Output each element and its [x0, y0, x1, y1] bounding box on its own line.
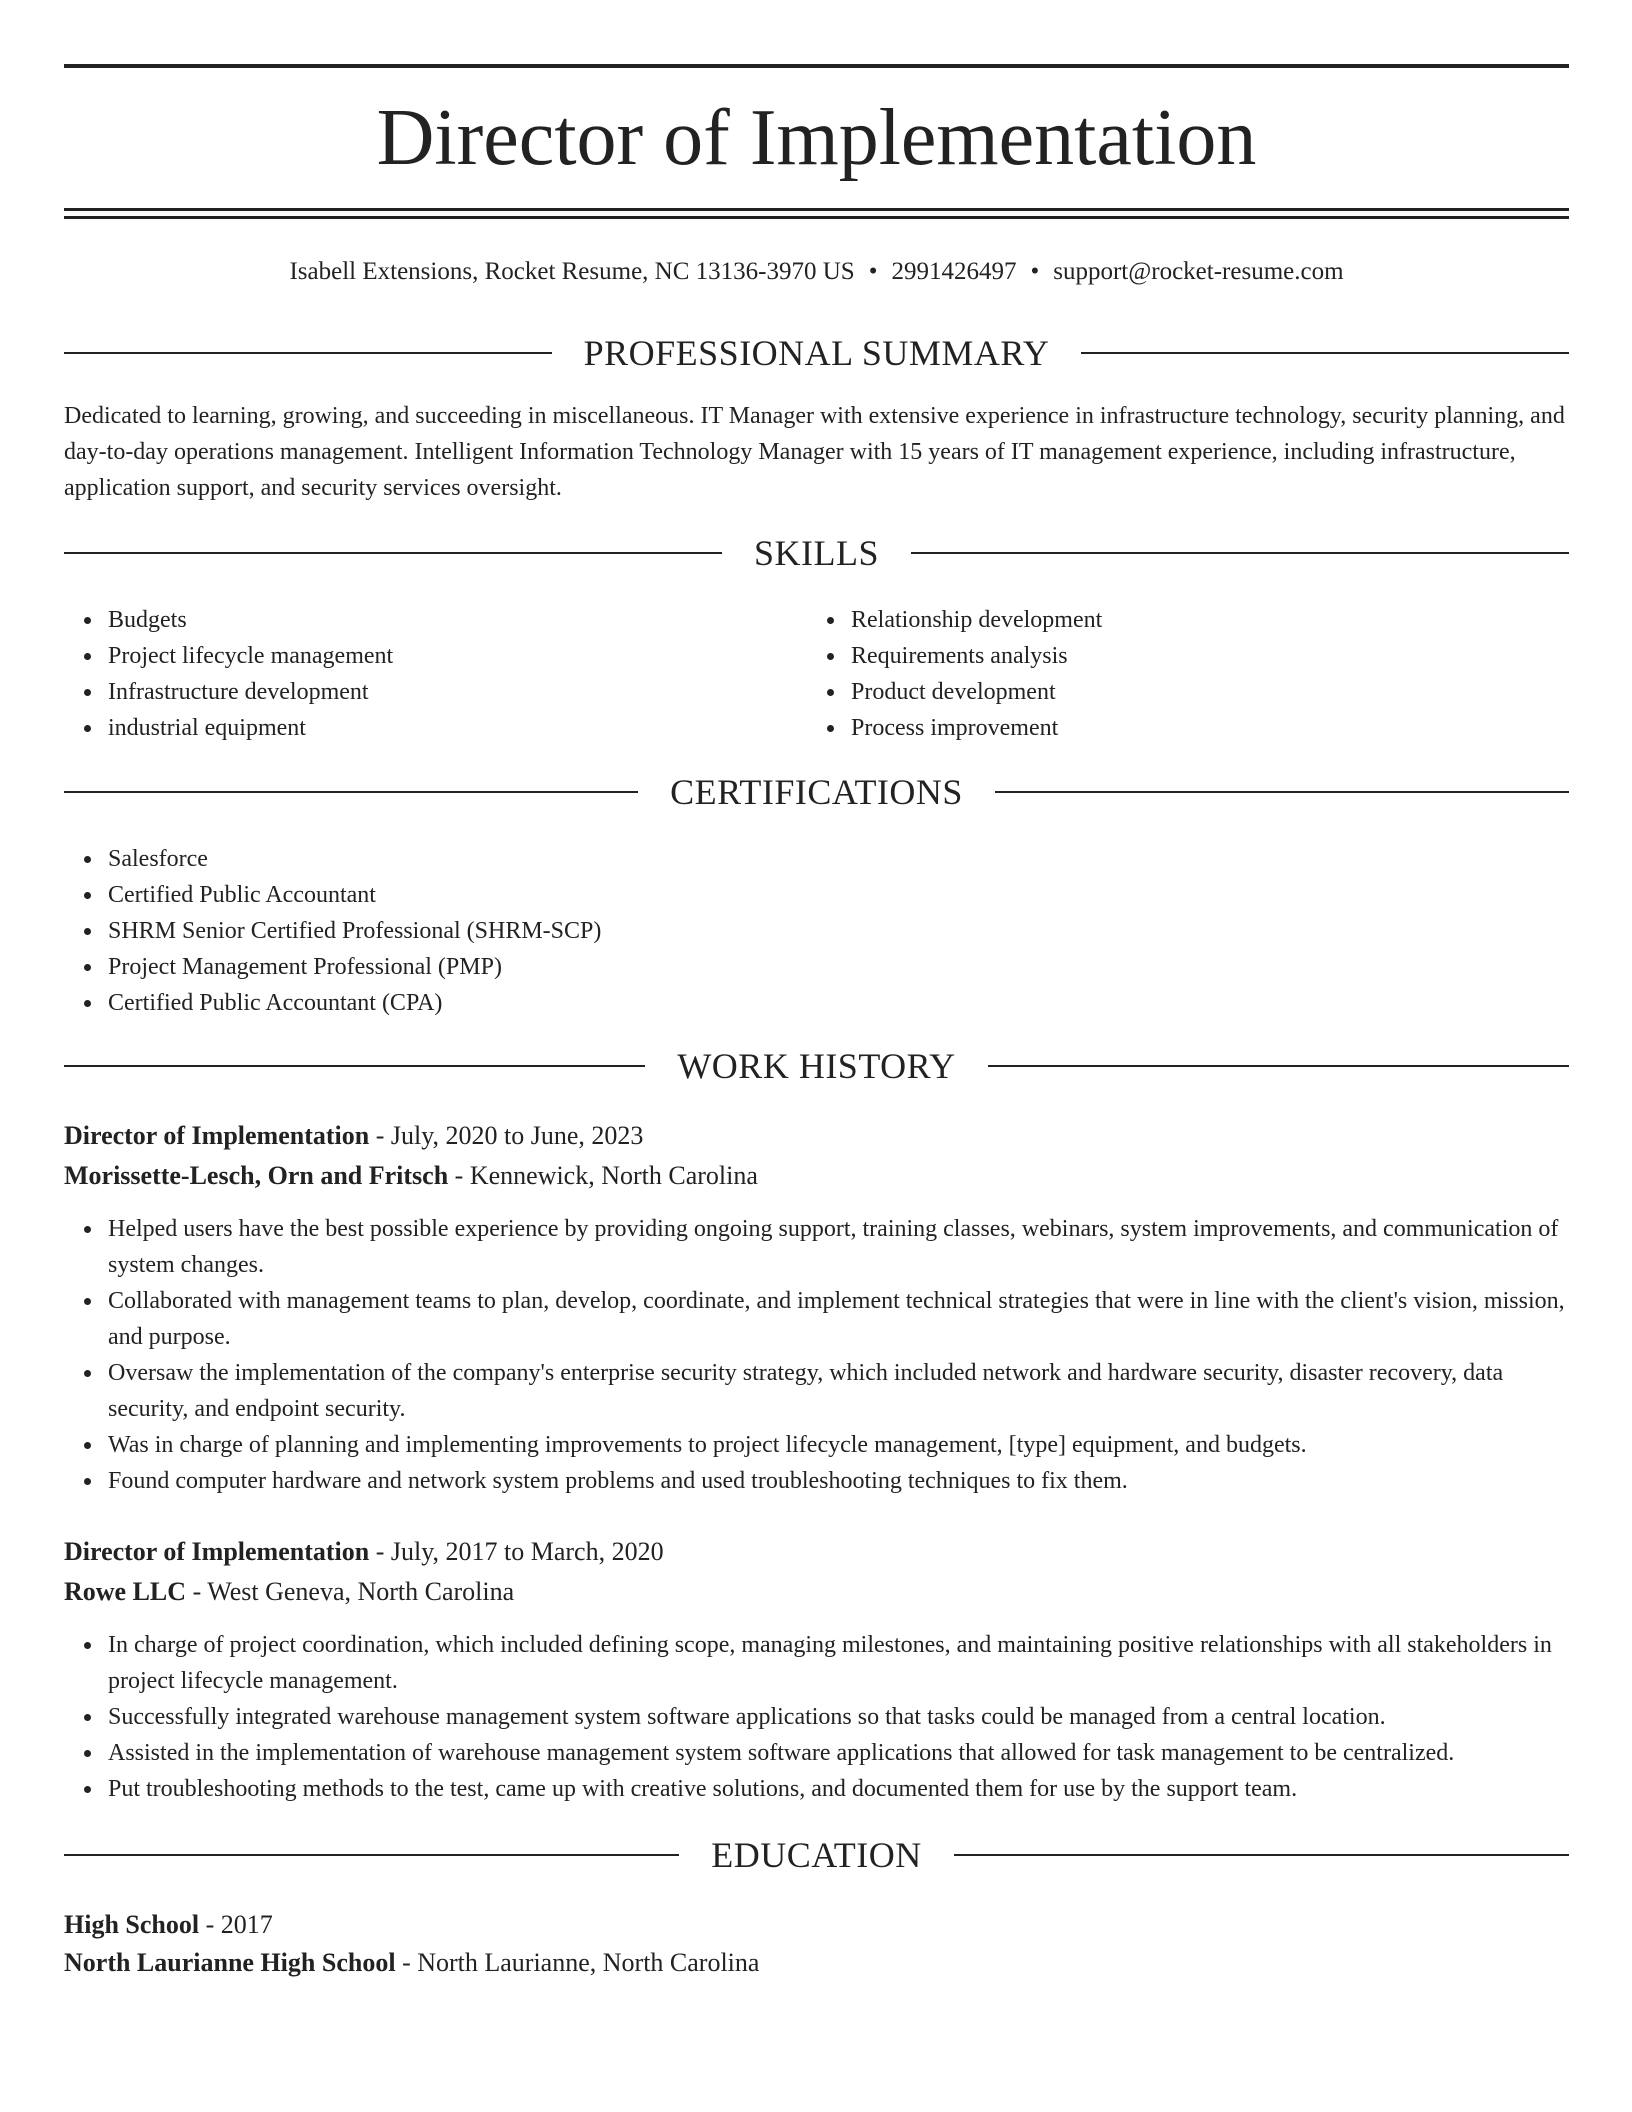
job-location: - West Geneva, North Carolina: [186, 1577, 515, 1606]
job-company-line: [64, 1572, 1569, 1612]
list-item: Found computer hardware and network system problems and used troubleshooting techniques to fix them.: [108, 1463, 1569, 1499]
section-heading-summary: [64, 331, 1569, 375]
list-item: Infrastructure development: [108, 674, 808, 710]
list-item: Product development: [851, 674, 1551, 710]
heading-rule: [954, 1854, 1569, 1856]
section-heading-certifications: [64, 770, 1569, 814]
list-item: Relationship development: [851, 602, 1551, 638]
section-heading-label: EDUCATION: [711, 1835, 922, 1875]
heading-rule: [64, 352, 552, 354]
list-item: Helped users have the best possible experience by providing ongoing support, training classes, webinars, system improvements, and communication of system changes.: [108, 1211, 1569, 1283]
list-item: Process improvement: [851, 710, 1551, 746]
education-degree: High School: [64, 1910, 200, 1939]
job-dates: - July, 2017 to March, 2020: [369, 1537, 664, 1566]
certifications-list: [64, 841, 1568, 1021]
job-title: Director of Implementation: [64, 1121, 370, 1150]
list-item: SHRM Senior Certified Professional (SHRM-SCP): [108, 913, 1568, 949]
skills-list-left: [64, 602, 808, 746]
heading-rule: [988, 1065, 1569, 1067]
job-title: Director of Implementation: [64, 1537, 370, 1566]
job-company-line: [64, 1156, 1569, 1196]
page-title: Director of Implementation: [376, 94, 1257, 182]
section-heading-skills: [64, 531, 1569, 575]
heading-rule: [64, 1854, 679, 1856]
contact-phone: 2991426497: [891, 258, 1017, 285]
list-item: Oversaw the implementation of the company's enterprise security strategy, which included network and hardware security, disaster recovery, data security, and endpoint security.: [108, 1355, 1569, 1427]
list-item: Project Management Professional (PMP): [108, 949, 1568, 985]
contact-line: [64, 254, 1569, 290]
heading-rule: [64, 552, 722, 554]
list-item: Certified Public Accountant: [108, 877, 1568, 913]
contact-address: Isabell Extensions, Rocket Resume, NC 13136-3970 US: [289, 258, 855, 285]
education-year: - 2017: [199, 1910, 273, 1939]
list-item: Certified Public Accountant (CPA): [108, 985, 1568, 1021]
skills-list-right: [807, 602, 1551, 746]
list-item: Salesforce: [108, 841, 1568, 877]
job-dates: - July, 2020 to June, 2023: [369, 1121, 644, 1150]
job-company: Rowe LLC: [64, 1577, 187, 1606]
list-item: In charge of project coordination, which included defining scope, managing milestones, and maintaining positive relationships with all stakeholders in project lifecycle management.: [108, 1627, 1569, 1699]
title-rule-upper: [64, 208, 1569, 211]
summary-text: Dedicated to learning, growing, and succeeding in miscellaneous. IT Manager with extensive experience in infrastructure technology, security planning, and day-to-day operations management. Intelligent Information Technology Manager with 15 years of IT management experience, including infrastructure, application support, and security services oversight.: [64, 403, 1565, 501]
list-item: Collaborated with management teams to plan, develop, coordinate, and implement technical strategies that were in line with the client's vision, mission, and purpose.: [108, 1283, 1569, 1355]
job-company: Morissette-Lesch, Orn and Fritsch: [64, 1161, 449, 1190]
list-item: Was in charge of planning and implementing improvements to project lifecycle management, [type] equipment, and budgets.: [108, 1427, 1569, 1463]
heading-rule: [64, 1065, 645, 1067]
list-item: industrial equipment: [108, 710, 808, 746]
section-heading-label: CERTIFICATIONS: [670, 772, 963, 812]
list-item: Budgets: [108, 602, 808, 638]
heading-rule: [911, 552, 1569, 554]
list-item: Successfully integrated warehouse management system software applications so that tasks could be managed from a central location.: [108, 1699, 1569, 1735]
education-school: North Laurianne High School: [64, 1948, 396, 1977]
list-item: Assisted in the implementation of warehouse management system software applications that allowed for task management to be centralized.: [108, 1735, 1569, 1771]
heading-rule: [64, 791, 638, 793]
section-heading-work-history: [64, 1044, 1569, 1088]
top-rule: [64, 64, 1569, 68]
list-item: Project lifecycle management: [108, 638, 808, 674]
contact-separator: •: [868, 258, 878, 285]
section-heading-label: WORK HISTORY: [677, 1046, 956, 1086]
list-item: Requirements analysis: [851, 638, 1551, 674]
job-title-line: [64, 1532, 1569, 1572]
list-item: Put troubleshooting methods to the test, came up with creative solutions, and documented them for use by the support team.: [108, 1771, 1569, 1807]
education-school-line: [64, 1943, 1569, 1983]
education-degree-line: [64, 1905, 1569, 1945]
job-bullets: [64, 1211, 1569, 1499]
heading-rule: [1081, 352, 1569, 354]
job-bullets: [64, 1627, 1569, 1807]
contact-email: support@rocket-resume.com: [1053, 258, 1344, 285]
section-heading-education: [64, 1833, 1569, 1877]
job-title-line: [64, 1116, 1569, 1156]
title-rule-lower: [64, 216, 1569, 219]
contact-separator: •: [1030, 258, 1040, 285]
section-heading-label: SKILLS: [754, 533, 880, 573]
heading-rule: [995, 791, 1569, 793]
section-heading-label: PROFESSIONAL SUMMARY: [583, 333, 1050, 373]
education-location: - North Laurianne, North Carolina: [395, 1948, 760, 1977]
job-location: - Kennewick, North Carolina: [448, 1161, 758, 1190]
